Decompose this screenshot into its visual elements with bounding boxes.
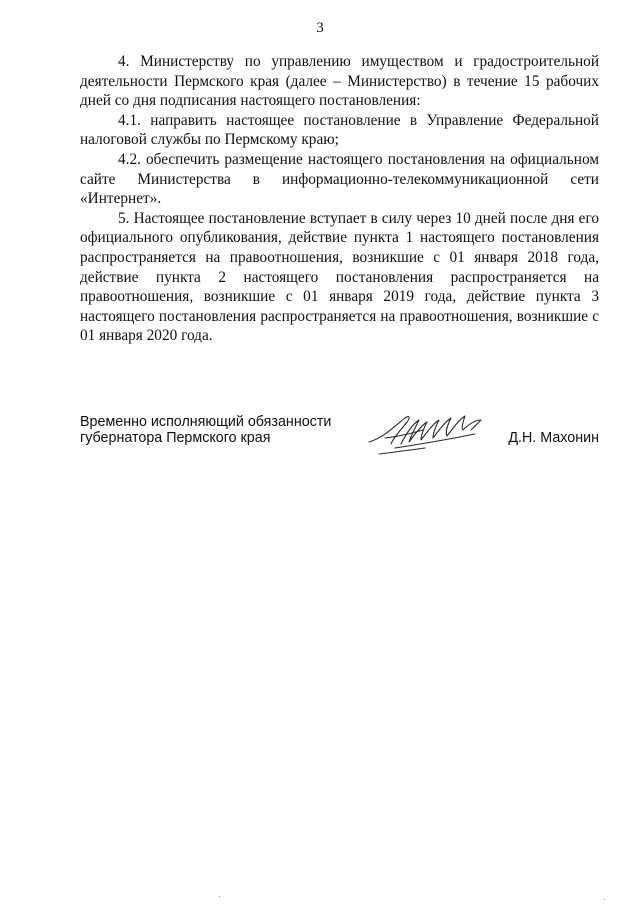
document-body — [80, 52, 599, 346]
scan-speck — [219, 896, 220, 897]
handwritten-signature — [365, 408, 490, 460]
paragraph-5: 5. Настоящее постановление вступает в силу через 10 дней после дня его официального опубликования, действие пункта 1 настоящего постановления распространяется на правоотношения, возникшие с 01 января 2018 года, действие пункта 2 настоящего постановления распространяется на правоотношения, возникшие с 01 января 2019 года, действие пункта 3 настоящего постановления распространяется на правоотношения, возникшие с 01 января 2020 года. — [80, 209, 599, 345]
scan-speck — [604, 899, 605, 900]
signer-position: Временно исполняющий обязанности губернатора Пермского края — [80, 414, 332, 446]
page-number: 3 — [316, 20, 324, 36]
signature-block — [80, 414, 599, 474]
signer-name: Д.Н. Махонин — [508, 430, 599, 446]
paragraph-4: 4. Министерству по управлению имуществом и градостроительной деятельности Пермского края (далее – Министерство) в течение 15 рабочих дней со дня подписания настоящего постановления: — [80, 53, 599, 110]
paragraph-4-1: 4.1. направить настоящее постановление в Управление Федеральной налоговой службы по Пермскому краю; — [80, 111, 599, 149]
paragraph-4-2: 4.2. обеспечить размещение настоящего постановления на официальном сайте Министерства в информационно-телекоммуникационной сети «Интернет». — [80, 150, 599, 208]
